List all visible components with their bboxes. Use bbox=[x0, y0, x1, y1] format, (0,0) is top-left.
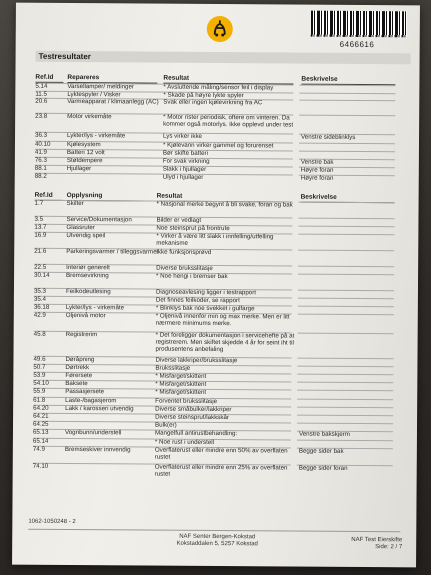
barcode-number: 6466616 bbox=[339, 39, 375, 50]
row-divider-desc bbox=[297, 374, 393, 376]
row-ref-id: 36.18 bbox=[33, 303, 50, 311]
row-result: * Kjølevann virker gammel og forurenset bbox=[162, 141, 274, 150]
row-item-name: Bremseskiver innvendig bbox=[64, 445, 131, 454]
table-row bbox=[15, 173, 419, 186]
footer-right-line2: Side: 2 / 7 bbox=[375, 544, 403, 551]
row-ref-id: 36.3 bbox=[35, 131, 48, 139]
row-divider-desc bbox=[298, 274, 394, 276]
row-result: * Oljenivå innenfor min og max merke. Men er litt nærmere minimums merke. bbox=[155, 312, 290, 327]
row-ref-id: 76.3 bbox=[34, 156, 47, 164]
row-item-name: Laste-/bagasjerom bbox=[65, 396, 117, 405]
table-row bbox=[15, 200, 419, 213]
row-item-name: Glassruter bbox=[66, 223, 95, 232]
row-divider-desc bbox=[299, 100, 395, 102]
row-divider-desc bbox=[297, 423, 393, 425]
row-item-name: Skilter bbox=[66, 199, 84, 208]
header-ref: Ref.Id bbox=[35, 74, 63, 83]
row-item-name: Oljenivå motor bbox=[65, 311, 106, 320]
row-result: Ikke funksjonsprøvd bbox=[156, 248, 212, 256]
row-result: Bør skifte batteri bbox=[162, 149, 208, 157]
row-divider-desc bbox=[297, 366, 393, 368]
table-row bbox=[13, 463, 417, 476]
row-ref-id: 5.14 bbox=[35, 82, 48, 90]
row-ref-id: 1.7 bbox=[34, 199, 44, 207]
row-description: Venstre bakskjerm bbox=[298, 430, 350, 438]
row-item-name: Lyktespyler / Visker bbox=[67, 90, 121, 99]
table-row bbox=[14, 232, 418, 245]
row-ref-id: 23.8 bbox=[35, 112, 48, 120]
row-ref-id: 74.9 bbox=[32, 445, 45, 453]
row-item-name: Utvendig speil bbox=[66, 231, 106, 240]
header-result: Resultat bbox=[163, 75, 293, 85]
row-ref-id: 64.20 bbox=[33, 404, 49, 412]
row-ref-id: 50.7 bbox=[33, 363, 46, 371]
row-result: Overflaterust eller mindre enn 25% av overflaten rustet bbox=[154, 463, 288, 478]
table-row bbox=[14, 312, 418, 325]
header2-desc: Beskrivelse bbox=[301, 194, 395, 204]
row-description: Begge sider foran bbox=[298, 464, 348, 472]
row-divider-desc bbox=[298, 218, 394, 220]
row-item-name: Varmeapparat / klimaanlegg (AC) bbox=[67, 97, 159, 106]
row-ref-id: 20.6 bbox=[35, 97, 48, 105]
header-name: Repareres bbox=[67, 74, 157, 84]
footer-page-info bbox=[351, 537, 402, 551]
row-divider-desc bbox=[297, 415, 393, 417]
row-item-name: Parkeringsvarmer / tilleggsvarmer bbox=[66, 247, 159, 256]
footer-address bbox=[152, 534, 282, 549]
naf-logo-icon bbox=[207, 16, 233, 42]
row-divider-desc bbox=[298, 250, 394, 252]
row-item-name: Førersete bbox=[65, 371, 93, 380]
row-divider-desc bbox=[297, 407, 393, 409]
row-divider-desc bbox=[297, 382, 393, 384]
row-ref-id: 3.5 bbox=[34, 215, 44, 223]
row-ref-id: 30.14 bbox=[34, 271, 50, 279]
row-ref-id: 54.10 bbox=[33, 379, 49, 387]
row-item-name: Vognbunn/understell bbox=[64, 428, 122, 437]
row-item-name: Batteri 12 volt bbox=[66, 148, 105, 157]
row-item-name: Registrerim bbox=[65, 330, 98, 339]
header2-ref: Ref.Id bbox=[35, 192, 63, 201]
row-ref-id: 64.25 bbox=[32, 420, 49, 428]
row-result: For svak virkning bbox=[162, 157, 210, 165]
row-ref-id: 22.5 bbox=[34, 263, 47, 271]
row-result: * Avsluttende måling/sensor feil i display bbox=[163, 83, 274, 92]
row-ref-id: 61.8 bbox=[33, 396, 46, 404]
row-result: Svak eller ingen kjølevirkning fra AC bbox=[163, 98, 263, 107]
row-result: Overflaterust eller mindre enn 50% av overflaten rustet bbox=[154, 446, 288, 461]
table-row bbox=[15, 112, 419, 129]
row-divider-desc bbox=[298, 333, 394, 335]
table-row bbox=[14, 272, 418, 285]
row-item-name: Støtdempere bbox=[66, 156, 103, 165]
row-divider-desc bbox=[298, 266, 394, 268]
table-row bbox=[15, 98, 419, 111]
row-description: Høyre foran bbox=[300, 174, 334, 182]
row-result: * Motor rister periodisk, oftere om vinteren. Da kommer også motorlys. Ikke opplevd under test bbox=[163, 113, 294, 129]
row-divider-desc bbox=[299, 151, 395, 153]
row-result: * Skade på høyre lykte spyler bbox=[163, 91, 244, 100]
row-ref-id: 16.9 bbox=[34, 231, 47, 239]
row-result: Slakk i hjullager bbox=[162, 165, 207, 173]
row-item-name: Passasjersete bbox=[65, 387, 105, 396]
report-page bbox=[12, 3, 420, 568]
row-item-name: Dørtrekk bbox=[65, 363, 90, 372]
row-result: Diverse småbulker/lakkriper bbox=[155, 405, 232, 414]
row-item-name: Kjølesystem bbox=[66, 140, 101, 149]
row-result: * Noe hengi i bremser bak bbox=[156, 272, 228, 281]
row-result: Forventet bruksslitasje bbox=[155, 397, 218, 406]
row-item-name: Lykter/lys - virkemåte bbox=[67, 131, 126, 140]
footer-divider bbox=[28, 529, 400, 533]
table-row bbox=[14, 248, 418, 261]
row-divider-desc bbox=[298, 314, 394, 316]
row-result: * Noe rust i understell bbox=[154, 438, 215, 446]
footer-center-line2: Kokstaddalen 5, 5257 Kokstad bbox=[176, 540, 258, 548]
row-ref-id: 65.14 bbox=[32, 437, 49, 445]
footer-center-line1: NAF Senter Bergen-Kokstad bbox=[179, 533, 256, 541]
table-row bbox=[14, 330, 418, 353]
row-ref-id: 21.6 bbox=[34, 247, 47, 255]
row-result: Noe steinsprut på frontrute bbox=[156, 224, 230, 233]
row-divider-desc bbox=[297, 390, 393, 392]
row-item-name: Bremsevirkning bbox=[66, 271, 109, 280]
row-ref-id: 88.1 bbox=[34, 164, 47, 172]
row-item-name: Lykter/lys - virkemåte bbox=[65, 303, 125, 312]
row-divider-desc bbox=[298, 298, 394, 300]
row-result: Ulyd i hjullager bbox=[162, 173, 204, 181]
row-item-name: Interiør generelt bbox=[66, 263, 110, 272]
row-description: Begge sider bak bbox=[298, 447, 344, 455]
row-divider-desc bbox=[298, 226, 394, 228]
header2-name: Opplysning bbox=[67, 192, 147, 202]
row-divider-desc bbox=[298, 234, 394, 236]
row-item-name: Lakk / karosseri utvendig bbox=[65, 404, 134, 413]
footer-right-line1: NAF Test Eierskifte bbox=[351, 536, 403, 544]
row-ref-id: 35.4 bbox=[33, 295, 46, 303]
row-description: Venstre bak bbox=[300, 158, 334, 166]
header-desc: Beskrivelse bbox=[301, 76, 395, 86]
row-item-name: Varsellamper/ meldinger bbox=[67, 82, 135, 91]
row-result: Lys virker ikke bbox=[163, 132, 203, 140]
row-result: * Blinklys bak noe svekket i gulfarge bbox=[155, 304, 255, 313]
row-ref-id: 53.9 bbox=[33, 371, 46, 379]
row-item-name: Service/Dokumentasjon bbox=[66, 215, 132, 224]
row-result: Bulk(er) bbox=[154, 421, 177, 429]
row-divider-desc bbox=[297, 440, 393, 442]
row-ref-id: 74.10 bbox=[32, 462, 49, 470]
row-ref-id: 42.9 bbox=[33, 311, 46, 319]
barcode bbox=[311, 11, 407, 38]
row-result: Bilder er vedlagt bbox=[156, 216, 202, 224]
row-item-name: Feilkodeutlesing bbox=[65, 287, 111, 296]
header2-result: Resultat bbox=[157, 193, 293, 203]
row-ref-id: 35.3 bbox=[33, 287, 47, 295]
document-id: 1062-1050248 - 2 bbox=[28, 518, 76, 526]
row-item-name: Baksete bbox=[65, 379, 88, 388]
row-divider-desc bbox=[298, 290, 394, 292]
row-description: Venstre sideblinklys bbox=[301, 133, 356, 141]
row-ref-id: 65.13 bbox=[32, 428, 49, 436]
row-divider-desc bbox=[299, 202, 395, 204]
row-divider-desc bbox=[297, 358, 393, 360]
row-result: Diverse steinsprut/lakkskår bbox=[155, 413, 230, 422]
row-result: * Misfarget/skittent bbox=[155, 380, 207, 388]
row-divider-desc bbox=[297, 399, 393, 401]
row-ref-id: 64.21 bbox=[33, 412, 49, 420]
section-title-testresultater: Testresultater bbox=[36, 51, 411, 65]
table-row bbox=[13, 446, 417, 459]
row-result: Diverse bruksslitasje bbox=[156, 264, 213, 272]
row-result: * Virker å være litt slakk i innfelling/utfelling mekanisme bbox=[156, 232, 274, 247]
row-result: Det finnes feilkoder, se rapport bbox=[155, 296, 240, 305]
row-ref-id: 88.2 bbox=[34, 172, 47, 180]
row-ref-id: 49.6 bbox=[33, 355, 46, 363]
row-result: Diagnoseavlesing ligger i testrapport bbox=[155, 288, 257, 297]
row-result: * Misfarget/skittent bbox=[155, 388, 207, 396]
row-item-name: Døråpning bbox=[65, 355, 95, 364]
row-ref-id: 45.8 bbox=[33, 330, 46, 338]
row-result: Bruksslitasje bbox=[155, 364, 191, 372]
row-divider-desc bbox=[299, 85, 395, 87]
row-result: Mangelfull antirustbehandling: bbox=[154, 429, 238, 438]
row-result: * Misfarget/skittent bbox=[155, 372, 207, 380]
row-divider-desc bbox=[298, 306, 394, 308]
row-item-name: Hjullager bbox=[66, 164, 92, 173]
row-result: * Nasjonal merke begynt å bli svake, foran og bak bbox=[156, 200, 293, 209]
row-ref-id: 13.7 bbox=[34, 223, 47, 231]
row-divider-desc bbox=[299, 115, 395, 117]
row-divider-desc bbox=[299, 143, 395, 145]
row-divider-desc bbox=[299, 93, 395, 95]
row-ref-id: 11.5 bbox=[35, 90, 47, 98]
row-result: * Det foreligger dokumentasjon i servicehefte på at registrerem. Men skiftet skjedde 4 år for seint iht til produsentens anbefaling bbox=[155, 331, 295, 353]
row-result: Diverse lakkriper/bruksslitasje bbox=[155, 356, 238, 365]
row-description: Høyre foran bbox=[300, 166, 334, 174]
row-item-name: Motor virkemåte bbox=[67, 112, 112, 121]
row-ref-id: 41.9 bbox=[34, 148, 47, 156]
row-ref-id: 55.9 bbox=[33, 387, 46, 395]
row-ref-id: 40.10 bbox=[34, 140, 51, 148]
